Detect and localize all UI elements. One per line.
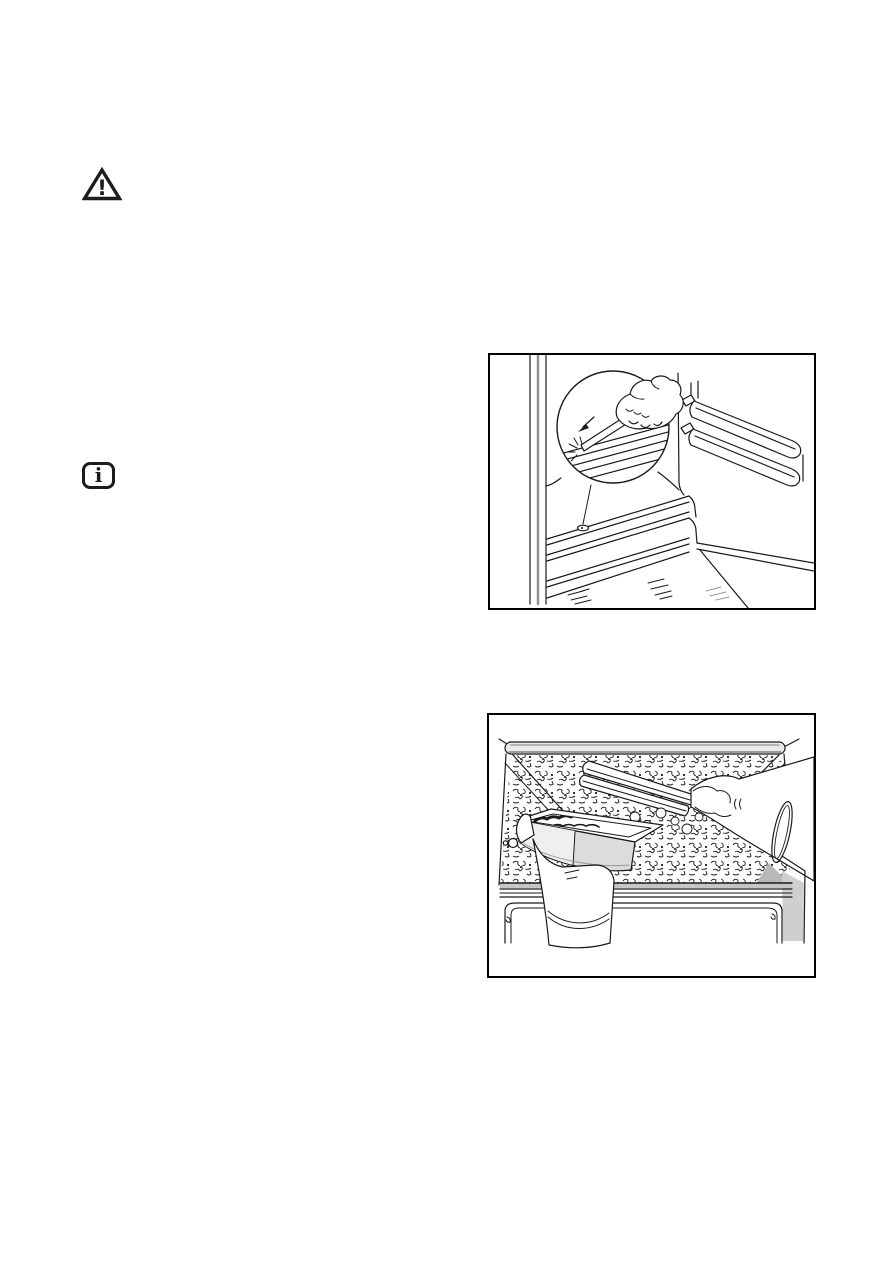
wire-shelf-rails xyxy=(681,381,803,486)
drain-channel xyxy=(547,496,697,598)
drain-cleaning-figure xyxy=(488,353,816,610)
magnifier-circle xyxy=(556,371,683,487)
info-icon xyxy=(82,462,115,489)
drain-cleaning-graphic xyxy=(490,355,814,608)
wall-curve-right xyxy=(658,472,679,490)
freezer-tray-graphic xyxy=(489,715,814,976)
warning-triangle-icon xyxy=(82,166,122,202)
freezer-tray-figure xyxy=(487,713,816,978)
fridge-door-edge xyxy=(530,355,546,604)
drain-hole xyxy=(578,485,592,531)
freezer-top-rail xyxy=(499,739,799,754)
wall-curve-left xyxy=(546,478,561,486)
info-icon-frame xyxy=(82,462,115,489)
warning-triangle-graphic xyxy=(82,166,122,202)
info-icon-glyph: i xyxy=(94,462,103,487)
warning-exclamation-glyph: ! xyxy=(97,176,107,200)
fridge-floor xyxy=(568,543,814,608)
side-shadow xyxy=(782,871,804,941)
